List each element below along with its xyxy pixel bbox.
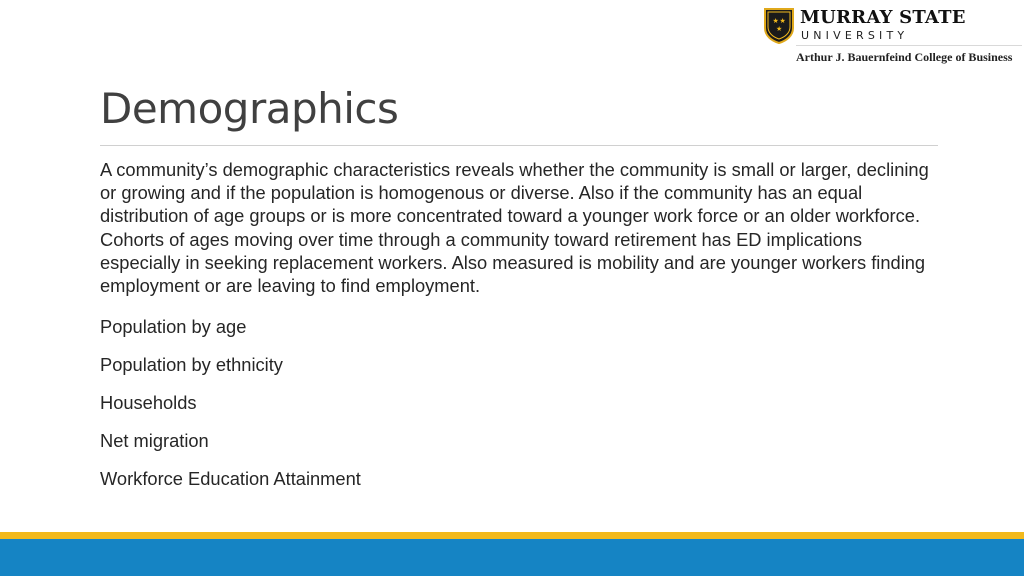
topic-item-households: Households bbox=[100, 392, 197, 414]
topic-item-workforce-education: Workforce Education Attainment bbox=[100, 468, 361, 490]
svg-text:★: ★ bbox=[776, 25, 783, 33]
shield-icon bbox=[764, 8, 794, 44]
svg-text:★: ★ bbox=[772, 17, 779, 25]
intro-paragraph: A community’s demographic characteristics reveals whether the community is small or larger, declining or growing and if the population is homogenous or diverse. Also if the community has an equal distribution of age groups or is more concentrated toward a younger work force or an older workforce. Cohorts of ages moving over time through a community toward retirement has ED implications especially in seeking replacement workers. Also measured is mobility and are younger workers finding employment or are leaving to find employment. bbox=[100, 159, 929, 297]
logo-college-name: Arthur J. Bauernfeind College of Business bbox=[796, 50, 1013, 64]
topic-item-net-migration: Net migration bbox=[100, 430, 209, 452]
logo-divider bbox=[796, 45, 1022, 46]
svg-text:★: ★ bbox=[779, 17, 786, 25]
title-divider bbox=[100, 145, 938, 146]
logo-university-name: MURRAY STATE bbox=[800, 7, 966, 28]
slide-title: Demographics bbox=[100, 84, 399, 133]
footer-gold-band bbox=[0, 532, 1024, 539]
topic-list bbox=[100, 315, 940, 490]
university-logo bbox=[764, 6, 1022, 66]
topic-item-population-by-ethnicity: Population by ethnicity bbox=[100, 354, 283, 376]
slide-body bbox=[100, 158, 940, 505]
topic-item-population-by-age: Population by age bbox=[100, 316, 247, 338]
logo-university-label: UNIVERSITY bbox=[801, 29, 909, 42]
footer-blue-band bbox=[0, 539, 1024, 576]
